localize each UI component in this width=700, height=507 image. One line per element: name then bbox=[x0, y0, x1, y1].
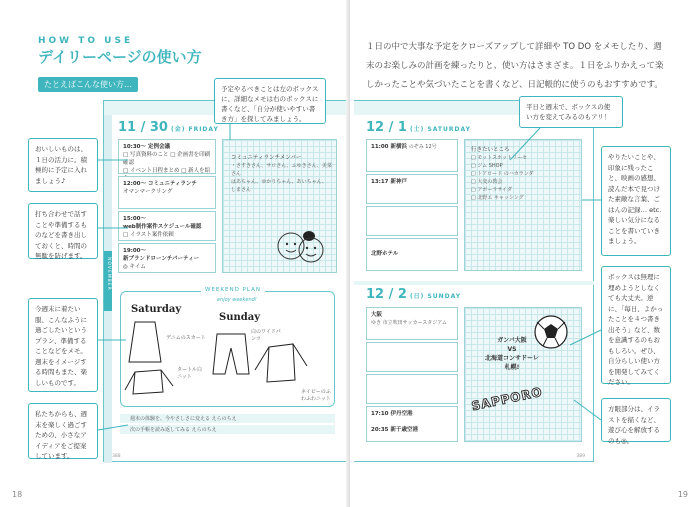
tip-meeting: 打ち合わせで話すことや準備するものなどを書き出しておくと、時間の無駄を防げます。 bbox=[28, 203, 98, 259]
schedule-slot-4: 19:00〜 新ブランドローンチパーティー ◎ キイム bbox=[118, 243, 216, 273]
sat-slot-2: 13:17 新神戸 bbox=[366, 174, 458, 204]
planner-left-page: NOVEMBER 11 / 30 (金) FRIDAY 10:30〜 定例会議 □ 写真資料のこと □ 企画書を印刷確認 □ イベント日程まとめ □ 新人を紹 12:00〜 コミュニティランチ オマンマークリング 15:00〜 web制作案件スケジュール確認 □ イラスト案件依頼 19:00〜 新ブランドローンチパーティー ◎ キイム コミュニティランチメンバー ・さすきさん、サロさん、ふゆきさん、美菜さん はあちゃん、ゆかりちゃん、あいちゃん、 しまさん 388 bbox=[103, 100, 347, 462]
sun-slot-4: 17:10 伊丹空港 20:35 新千歳空港 bbox=[366, 406, 458, 442]
page-number-right: 19 bbox=[677, 490, 688, 499]
tip-weekday-weekend: 平日と週末で、ボックスの使い方を変えてみるのもアリ！ bbox=[519, 96, 623, 128]
example-label: たとえばこんな使い方… bbox=[38, 77, 138, 92]
tip-weekend: 今週末に着たい服、こんなふうに過ごしたいというプラン、準備することなどをメモ。週末をイメージする時間もまた、楽しいものです。 bbox=[28, 298, 98, 392]
planner-date: 11 / 30 (金) FRIDAY bbox=[118, 120, 219, 135]
page-number-left: 18 bbox=[12, 490, 23, 499]
page-title: デイリーページの使い方 bbox=[38, 48, 202, 66]
weekend-plan-box: WEEKEND PLAN enjoy weekend! Saturday Sunday デニムのスカート タートル白ニット 白のワイドパンツ ネイビーのふわふわニット bbox=[120, 291, 335, 407]
month-tab: NOVEMBER bbox=[104, 251, 112, 311]
schedule-slot-3: 15:00〜 web制作案件スケジュール確認 □ イラスト案件依頼 bbox=[118, 211, 216, 241]
schedule-slot-1: 10:30〜 定例会議 □ 写真資料のこと □ 企画書を印刷確認 □ イベント日程まとめ □ 新人を紹 bbox=[118, 139, 216, 174]
tip-ideas: 私たちからも、週末を楽しく過ごすための、小さなアイディアをご提案しています。 bbox=[28, 403, 98, 459]
tip-grid: 方眼部分は、イラストを描くなど、遊び心を解放するのも◎。 bbox=[601, 398, 671, 442]
sat-slot-1: 11:00 新横浜 のぞみ 12号 bbox=[366, 139, 458, 172]
saturday-grid: 行きたいところ □ モットスホットリーセ □ ジム SHOP □ トアロード のハカランダ □ 大変の教会 □ アポーラサイダ □ 北野エ キャッシング bbox=[464, 139, 582, 271]
sat-slot-4: 北野ホテル bbox=[366, 238, 458, 271]
memo-grid: コミュニティランチメンバー ・さすきさん、サロさん、ふゆきさん、美菜さん はあちゃん、ゆかりちゃん、あいちゃん、 しまさん bbox=[222, 139, 337, 273]
notes-bar: 週末の体験を、今やさしさに変える えらのちえ 次の手帳を読み返してみる えらのちえ bbox=[120, 414, 335, 440]
tip-diary: やりたいことや、印象に残ったこと、映画の感想、読んだ本で見つけた素敵な言葉、ごはんの記録… etc. 楽しい気分になることを書いていきましょう。 bbox=[601, 146, 671, 256]
date-sunday: 12 / 2 (日) SUNDAY bbox=[366, 287, 462, 302]
sapporo-sticker: SAPPORO bbox=[470, 384, 544, 414]
how-to-use-heading: HOW TO USE bbox=[38, 36, 134, 46]
sun-slot-1: 大阪 ゆき 市立吹田サッカースタジアム bbox=[366, 307, 458, 340]
match-memo: ガンバ大阪 VS 北海道コンサドーレ 札幌! bbox=[485, 337, 539, 371]
intro-paragraph: １日の中で大事な予定をクローズアップして詳細や TO DO をメモしたり、週末のお楽しみの計画を練ったりと、使い方はさまざま。１日をふりかえって楽しかったことや気づいたことを書くなど、日記帳的に使うのもおすすめです。 bbox=[366, 42, 664, 90]
tip-lunch: おいしいものは、１日の活力に。積極的に予定に入れましょう♪ bbox=[28, 138, 98, 192]
tip-box-boxes: 予定やるべきことは左のボックスに、詳細なメモは右のボックスに書くなど、「自分が使いやすい書き方」を探してみましょう。 bbox=[214, 78, 326, 124]
schedule-slot-2: 12:00〜 コミュニティランチ オマンマークリング bbox=[118, 176, 216, 209]
tip-boxes: ボックスは無理に埋めようとしなくても大丈夫。逆に、「毎日、よかったことを４つ書き出そう」など、数を意識するのもおもしろい。ぜひ、自分らしい使い方を開発してみてください。 bbox=[601, 266, 671, 384]
date-saturday: 12 / 1 (土) SATURDAY bbox=[366, 120, 471, 135]
planner-right-page: 12 / 1 (土) SATURDAY 11:00 新横浜 のぞみ 12号 13:17 新神戸 北野ホテル 行きたいところ □ モットスホットリーセ □ ジム SHOP □ トアロード のハカランダ □ 大変の教会 □ アポーラサイダ □ 北野エ キャッシング 12 / 2 (日) SUNDAY 大阪 ゆき 市立吹田サッカースタジアム 17:10 伊丹空港 20:35 新千歳空港 ガンバ大阪 VS 北海道コンサドーレ 札幌! SAPPORO 389 bbox=[354, 100, 594, 462]
